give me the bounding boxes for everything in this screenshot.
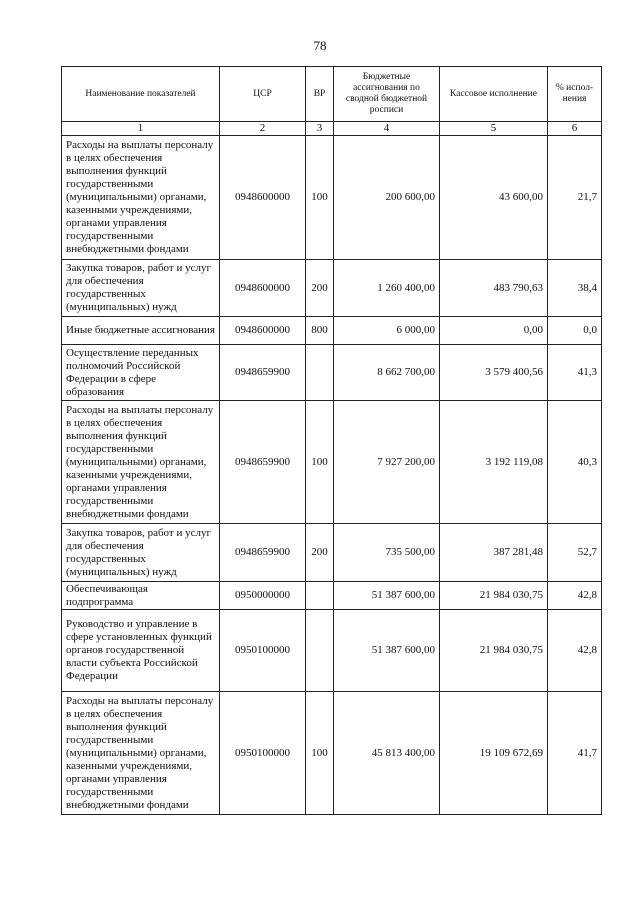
row-name: Осуществление переданных полномочий Российской Федерации в сфере образования: [62, 345, 220, 401]
row-cash: 43 600,00: [440, 136, 548, 260]
row-vr: [306, 610, 334, 692]
row-percent: 41,3: [548, 345, 602, 401]
table-row: [62, 582, 602, 610]
row-name: Обеспечивающая подпрограмма: [62, 582, 220, 610]
row-vr: 100: [306, 136, 334, 260]
row-vr: 100: [306, 401, 334, 524]
row-csr: 0950100000: [220, 610, 306, 692]
row-vr: 200: [306, 260, 334, 317]
budget-execution-table: [61, 66, 602, 815]
row-percent: 42,8: [548, 582, 602, 610]
row-cash: 387 281,48: [440, 524, 548, 582]
column-number: 6: [548, 122, 602, 136]
row-csr: 0948600000: [220, 317, 306, 345]
row-vr: 800: [306, 317, 334, 345]
row-csr: 0948600000: [220, 260, 306, 317]
header-name: Наименование показателей: [62, 67, 220, 122]
table-row: [62, 317, 602, 345]
table-row: [62, 610, 602, 692]
row-csr: 0948659900: [220, 401, 306, 524]
row-budget: 45 813 400,00: [334, 692, 440, 815]
column-number: 5: [440, 122, 548, 136]
table-row: [62, 345, 602, 401]
header-percent: % испол-нения: [548, 67, 602, 122]
row-name: Расходы на выплаты персоналу в целях обеспечения выполнения функций государственными (муниципальными) органами, казенными учреждениями, органами управления государственными внебюджетными фондами: [62, 136, 220, 260]
header-budget: Бюджетные ассигнования по сводной бюджетной росписи: [334, 67, 440, 122]
row-percent: 21,7: [548, 136, 602, 260]
row-name: Закупка товаров, работ и услуг для обеспечения государственных (муниципальных) нужд: [62, 524, 220, 582]
row-name: Руководство и управление в сфере установленных функций органов государственной власти субъекта Российской Федерации: [62, 610, 220, 692]
column-number-row: [62, 122, 602, 136]
header-vr: ВР: [306, 67, 334, 122]
row-name: Расходы на выплаты персоналу в целях обеспечения выполнения функций государственными (муниципальными) органами, казенными учреждениями, органами управления государственными внебюджетными фондами: [62, 401, 220, 524]
table-row: [62, 692, 602, 815]
row-cash: 483 790,63: [440, 260, 548, 317]
row-budget: 51 387 600,00: [334, 582, 440, 610]
row-name: Расходы на выплаты персоналу в целях обеспечения выполнения функций государственными (муниципальными) органами, казенными учреждениями, органами управления государственными внебюджетными фондами: [62, 692, 220, 815]
row-vr: 200: [306, 524, 334, 582]
row-name: Иные бюджетные ассигнования: [62, 317, 220, 345]
table-row: [62, 260, 602, 317]
column-number: 1: [62, 122, 220, 136]
row-cash: 3 192 119,08: [440, 401, 548, 524]
row-vr: [306, 345, 334, 401]
row-budget: 8 662 700,00: [334, 345, 440, 401]
row-cash: 21 984 030,75: [440, 582, 548, 610]
row-percent: 38,4: [548, 260, 602, 317]
row-percent: 40,3: [548, 401, 602, 524]
row-budget: 200 600,00: [334, 136, 440, 260]
row-vr: [306, 582, 334, 610]
row-vr: 100: [306, 692, 334, 815]
row-csr: 0950000000: [220, 582, 306, 610]
table-row: [62, 524, 602, 582]
row-csr: 0950100000: [220, 692, 306, 815]
row-cash: 0,00: [440, 317, 548, 345]
row-csr: 0948659900: [220, 345, 306, 401]
row-budget: 7 927 200,00: [334, 401, 440, 524]
row-budget: 51 387 600,00: [334, 610, 440, 692]
row-cash: 3 579 400,56: [440, 345, 548, 401]
row-cash: 21 984 030,75: [440, 610, 548, 692]
row-percent: 41,7: [548, 692, 602, 815]
table-row: [62, 401, 602, 524]
column-number: 2: [220, 122, 306, 136]
header-cash: Кассовое исполнение: [440, 67, 548, 122]
row-percent: 0,0: [548, 317, 602, 345]
row-budget: 1 260 400,00: [334, 260, 440, 317]
row-percent: 42,8: [548, 610, 602, 692]
header-csr: ЦСР: [220, 67, 306, 122]
row-cash: 19 109 672,69: [440, 692, 548, 815]
row-budget: 735 500,00: [334, 524, 440, 582]
column-number: 3: [306, 122, 334, 136]
table-header-row: [62, 67, 602, 122]
row-budget: 6 000,00: [334, 317, 440, 345]
row-csr: 0948600000: [220, 136, 306, 260]
page-number: 78: [313, 38, 327, 53]
row-csr: 0948659900: [220, 524, 306, 582]
table-row: [62, 136, 602, 260]
row-name: Закупка товаров, работ и услуг для обеспечения государственных (муниципальных) нужд: [62, 260, 220, 317]
column-number: 4: [334, 122, 440, 136]
row-percent: 52,7: [548, 524, 602, 582]
